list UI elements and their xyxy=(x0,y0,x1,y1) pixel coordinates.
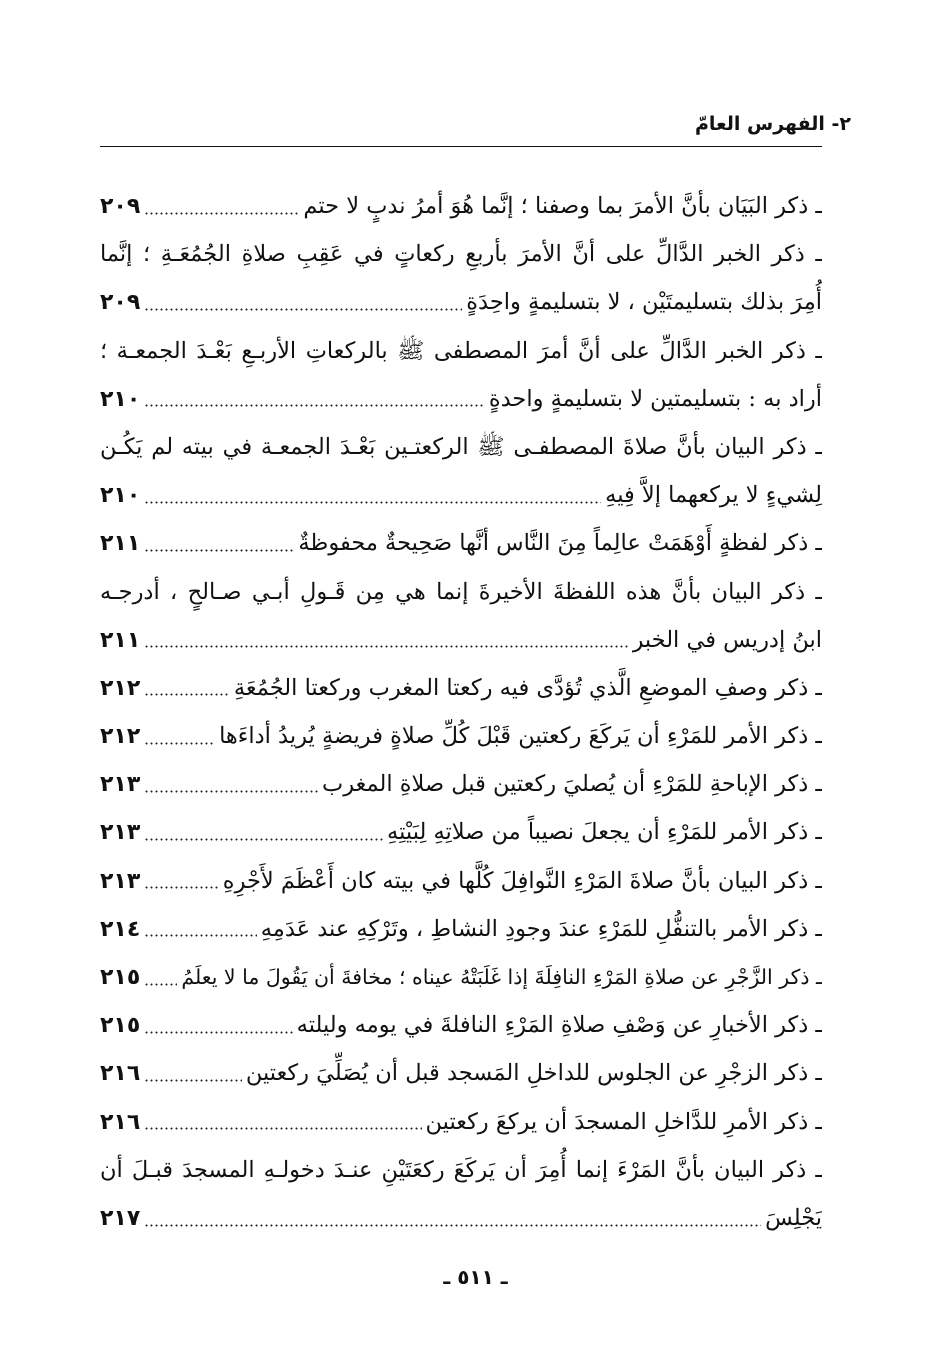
dot-leader xyxy=(144,934,256,937)
index-entry-line xyxy=(100,712,822,760)
dot-leader xyxy=(144,742,215,745)
entry-page-number: ٢١٣ xyxy=(100,868,141,894)
index-entry-line xyxy=(100,230,822,278)
dot-leader xyxy=(144,1224,761,1227)
entry-text: ـ ذكر الخبر الدَّالِّ على أنَّ الأمرَ بأربعِ ركعاتٍ في عَقِبِ صلاةِ الجُمُعَـةِ ؛ إنَّما xyxy=(100,241,822,268)
entry-page-number: ٢١٦ xyxy=(100,1061,141,1087)
entry-text: ـ ذكر الأمرِ للدَّاخلِ المسجدَ أن يركعَ ركعتين xyxy=(425,1108,822,1135)
entry-page-number: ٢١٥ xyxy=(100,965,141,990)
index-entry-line xyxy=(100,616,822,664)
entry-page-number: ٢١٦ xyxy=(100,1109,141,1135)
dot-leader xyxy=(144,1127,421,1130)
entry-page-number: ٢١٣ xyxy=(100,820,141,846)
entry-text: ـ ذكر البيان بأنَّ هذه اللفظةَ الأخيرةَ إنما هي مِن قَـولِ أبـي صـالحٍ ، أدرجـه xyxy=(100,578,822,605)
index-entry-line xyxy=(100,375,822,423)
dot-leader xyxy=(144,645,628,648)
index-entry-line xyxy=(100,182,822,230)
entry-page-number: ٢١٢ xyxy=(100,675,141,701)
entry-text: ـ ذكر لفظةٍ أَوْهَمَتْ عالِماً مِنَ النَّاس أنَّها صَحِيحةٌ محفوظةٌ xyxy=(298,530,822,557)
entry-page-number: ٢١٠ xyxy=(100,483,141,509)
entry-text: ـ ذكر الأمر للمَرْءِ أن يجعلَ نصيباً من صلاتِهِ لِبَيْتِهِ xyxy=(387,819,822,846)
entry-page-number: ٢١٤ xyxy=(100,916,141,942)
dot-leader xyxy=(144,1079,242,1082)
page-number: ـ ٥١١ ـ xyxy=(443,1265,508,1289)
entry-text: أراد به : بتسليمتين لا بتسليمةٍ واحدةٍ xyxy=(488,385,822,412)
index-entry-line xyxy=(100,1001,822,1049)
dot-leader xyxy=(144,886,218,889)
entry-page-number: ٢١٥ xyxy=(100,1013,141,1039)
entry-text: ـ ذكر البيان بأنَّ صلاةَ المَرْءِ النَّوافِلَ كُلَّها في بيته كان أَعْظَمَ لأَجْرِهِ xyxy=(222,867,822,894)
entry-page-number: ٢٠٩ xyxy=(100,290,141,316)
index-entry-line xyxy=(100,905,822,953)
entry-page-number: ٢١٠ xyxy=(100,386,141,412)
index-entry-line xyxy=(100,857,822,905)
entry-page-number: ٢١٣ xyxy=(100,772,141,798)
entry-text: ـ ذكر البيان بأنَّ صلاةَ المصطفـى ﷺ الركعتـين بَعْـدَ الجمعـة في بيته لم يَكُـن xyxy=(100,433,822,460)
entry-text: لِشيءٍ لا يركعهما إلاَّ فِيهِ xyxy=(605,482,822,509)
entry-text: ـ ذكر الإباحةِ للمَرْءِ أن يُصليَ ركعتين قبل صلاةِ المغرب xyxy=(322,771,822,798)
dot-leader xyxy=(144,404,485,407)
index-entry-line xyxy=(100,1146,822,1194)
entry-page-number: ٢٠٩ xyxy=(100,194,141,219)
dot-leader xyxy=(144,501,601,504)
entry-text: ـ ذكر وصفِ الموضعِ الَّذي تُؤدَّى فيه ركعتا المغرب وركعتا الجُمُعَةِ xyxy=(233,674,822,701)
index-entry-line xyxy=(100,1049,822,1097)
entry-page-number: ٢١١ xyxy=(100,531,141,557)
entry-text: ـ ذكر الأخبارِ عن وَصْفِ صلاةِ المَرْءِ النافلةَ في يومه وليلته xyxy=(296,1012,822,1039)
header-rule xyxy=(100,146,822,147)
index-entry-line xyxy=(100,808,822,856)
dot-leader xyxy=(144,308,462,311)
dot-leader xyxy=(144,790,318,793)
index-entry-line xyxy=(100,278,822,326)
index-entry-line xyxy=(100,471,822,519)
entry-text: ـ ذكر الأمر للمَرْءِ أن يَركَعَ ركعتين قَبْلَ كُلِّ صلاةٍ فريضةٍ يُريدُ أداءَها xyxy=(219,723,822,750)
index-entries xyxy=(100,182,822,1242)
entry-text: ـ ذكر الخبر الدَّالِّ على أنَّ أمرَ المصطفى ﷺ بالركعاتِ الأربـعِ بَعْـدَ الجمعـة ؛ xyxy=(100,337,822,364)
entry-text: أُمِرَ بذلك بتسليمتَيْن ، لا بتسليمةٍ واحِدَةٍ xyxy=(466,289,822,316)
entry-page-number: ٢١٢ xyxy=(100,724,141,750)
index-entry-line xyxy=(100,423,822,471)
index-entry-line xyxy=(100,568,822,616)
index-entry-line xyxy=(100,760,822,808)
dot-leader xyxy=(144,1031,292,1034)
entry-text: ـ ذكر البَيَان بأنَّ الأمرَ بما وصفنا ؛ إنَّما هُوَ أمرُ ندبٍ لا حتم xyxy=(303,193,822,219)
entry-text: ـ ذكر الزَّجْرِ عن صلاةِ المَرْءِ النافِلَةَ إذا غَلَبَتْهُ عيناه ؛ مخافةَ أن يَقُولَ ما لا يعلَمُ xyxy=(181,965,822,989)
entry-page-number: ٢١١ xyxy=(100,627,141,653)
entry-text: ابنُ إدريس في الخبر xyxy=(632,626,822,653)
index-entry-line xyxy=(100,1098,822,1146)
index-entry-line xyxy=(100,327,822,375)
dot-leader xyxy=(144,838,383,841)
index-entry-line xyxy=(100,1194,822,1242)
dot-leader xyxy=(144,212,299,215)
entry-page-number: ٢١٧ xyxy=(100,1205,141,1231)
entry-text: ـ ذكر البيان بأنَّ المَرْءَ إنما أُمِرَ أن يَركَعَ ركعَتَيْنِ عنـدَ دخولـهِ المسجدَ قبـلَ أن xyxy=(100,1156,822,1183)
running-title: ٢- الفهرس العامّ xyxy=(694,113,851,135)
dot-leader xyxy=(144,549,294,552)
dot-leader xyxy=(144,693,230,696)
index-entry-line xyxy=(100,664,822,712)
dot-leader xyxy=(144,983,177,986)
entry-text: ـ ذكر الزجْرِ عن الجلوس للداخلِ المَسجد قبل أن يُصَلِّيَ ركعتين xyxy=(245,1060,822,1087)
index-entry-line xyxy=(100,953,822,1001)
index-entry-line xyxy=(100,519,822,567)
entry-text: يَجْلِسَ xyxy=(765,1204,822,1231)
entry-text: ـ ذكر الأمر بالتنفُّلِ للمَرْءِ عندَ وجودِ النشاطِ ، وتَرْكِهِ عند عَدَمِهِ xyxy=(260,915,822,942)
